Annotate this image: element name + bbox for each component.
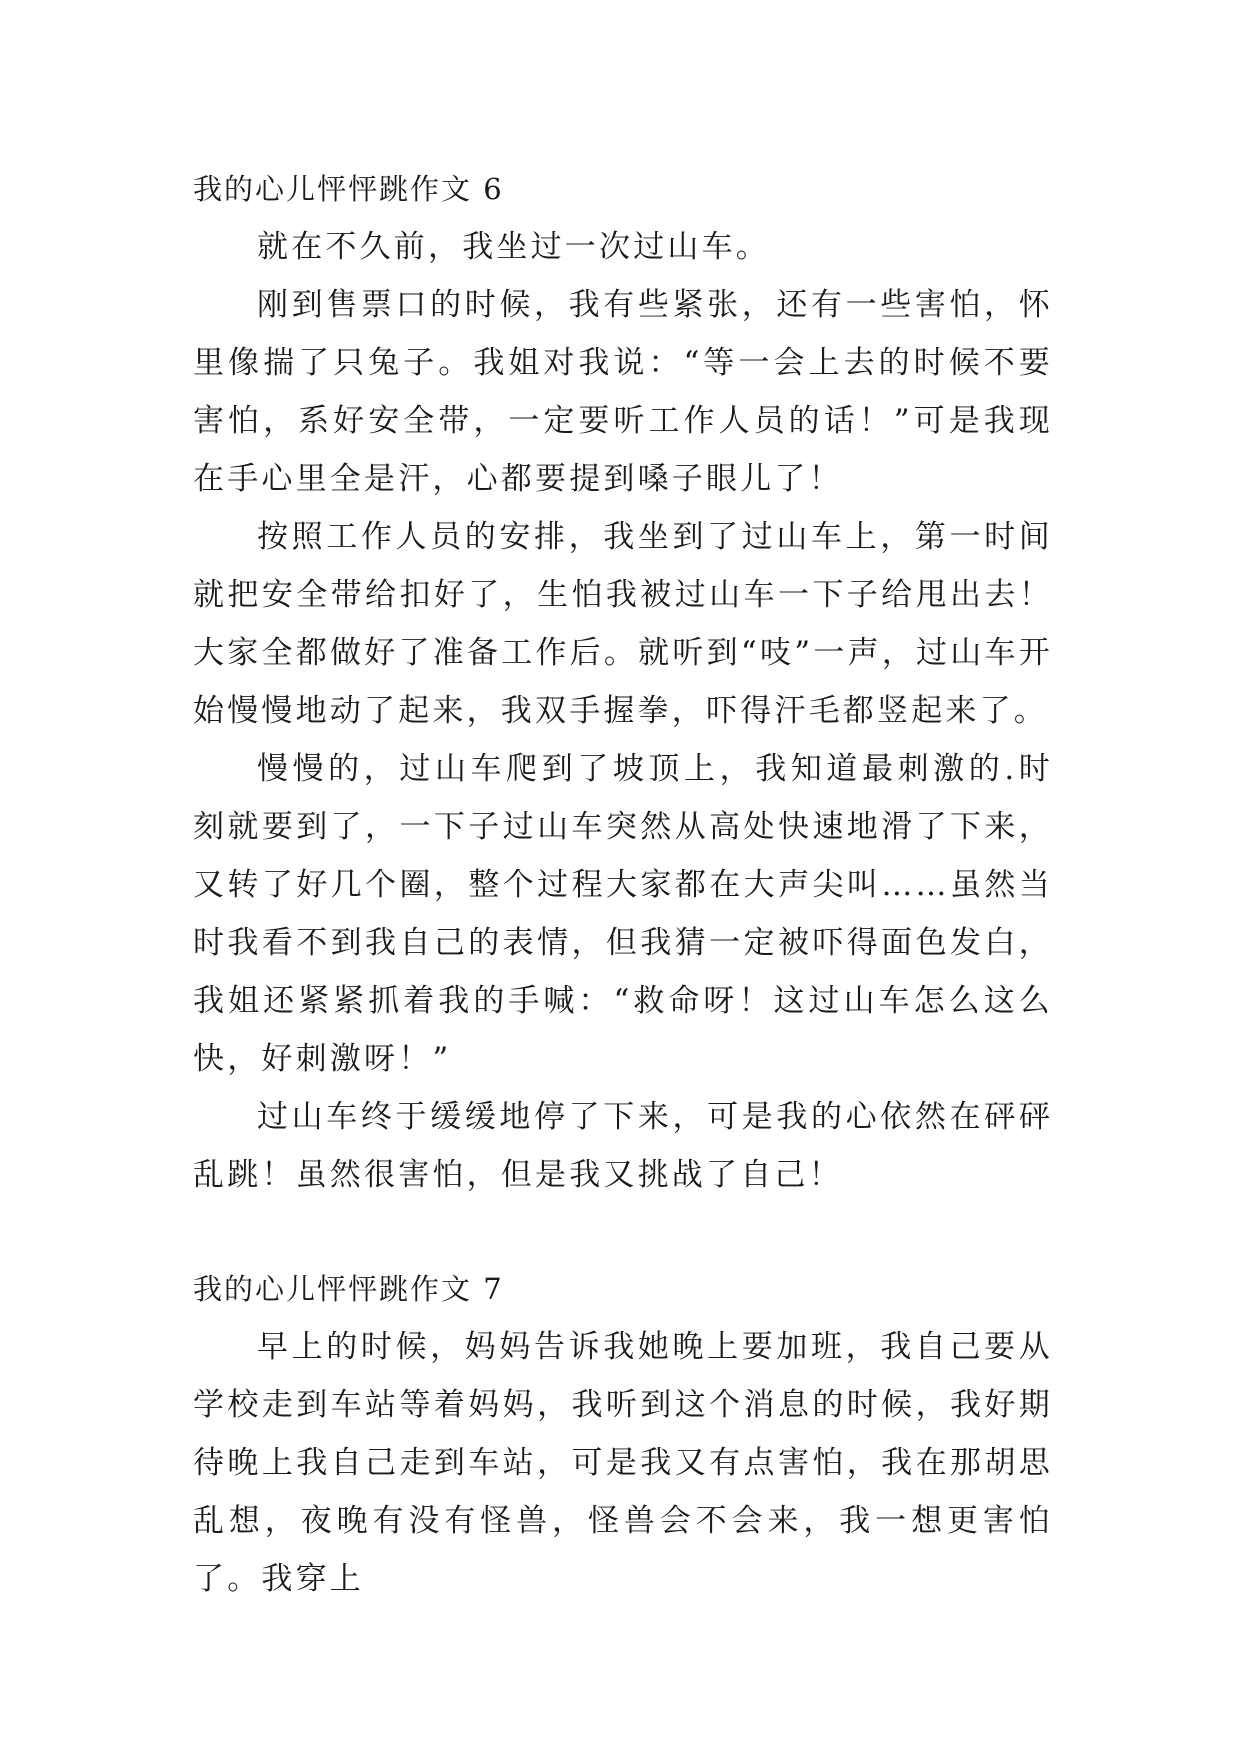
paragraph: 早上的时候，妈妈告诉我她晚上要加班，我自己要从学校走到车站等着妈妈，我听到这个消息的时候，我好期待晚上我自己走到车站，可是我又有点害怕，我在那胡思乱想，夜晚有没有怪兽，怪兽会不会来，我一想更害怕了。我穿上 <box>193 1329 1053 1597</box>
paragraph: 慢慢的，过山车爬到了坡顶上，我知道最刺激的.时刻就要到了，一下子过山车突然从高处快速地滑了下来，又转了好几个圈，整个过程大家都在大声尖叫……虽然当时我看不到我自己的表情，但我猜一定被吓得面色发白，我姐还紧紧抓着我的手喊：“救命呀！这过山车怎么这么快，好刺激呀！” <box>193 751 1053 1077</box>
paragraph: 就在不久前，我坐过一次过山车。 <box>257 229 770 265</box>
essay-title: 我的心儿怦怦跳作文 6 <box>193 172 504 206</box>
paragraph: 按照工作人员的安排，我坐到了过山车上，第一时间就把安全带给扣好了，生怕我被过山车一下子给甩出去！大家全都做好了准备工作后。就听到“吱”一声，过山车开始慢慢地动了起来，我双手握拳，吓得汗毛都竖起来了。 <box>193 519 1053 729</box>
essay-7 <box>193 1260 1053 1608</box>
paragraph: 刚到售票口的时候，我有些紧张，还有一些害怕，怀里像揣了只兔子。我姐对我说：“等一会上去的时候不要害怕，系好安全带，一定要听工作人员的话！”可是我现在手心里全是汗，心都要提到嗓子眼儿了！ <box>193 287 1053 497</box>
document-page <box>193 160 1053 1608</box>
essay-title: 我的心儿怦怦跳作文 7 <box>193 1272 504 1306</box>
essay-6 <box>193 160 1053 1204</box>
paragraph: 过山车终于缓缓地停了下来，可是我的心依然在砰砰乱跳！虽然很害怕，但是我又挑战了自己！ <box>193 1099 1053 1193</box>
